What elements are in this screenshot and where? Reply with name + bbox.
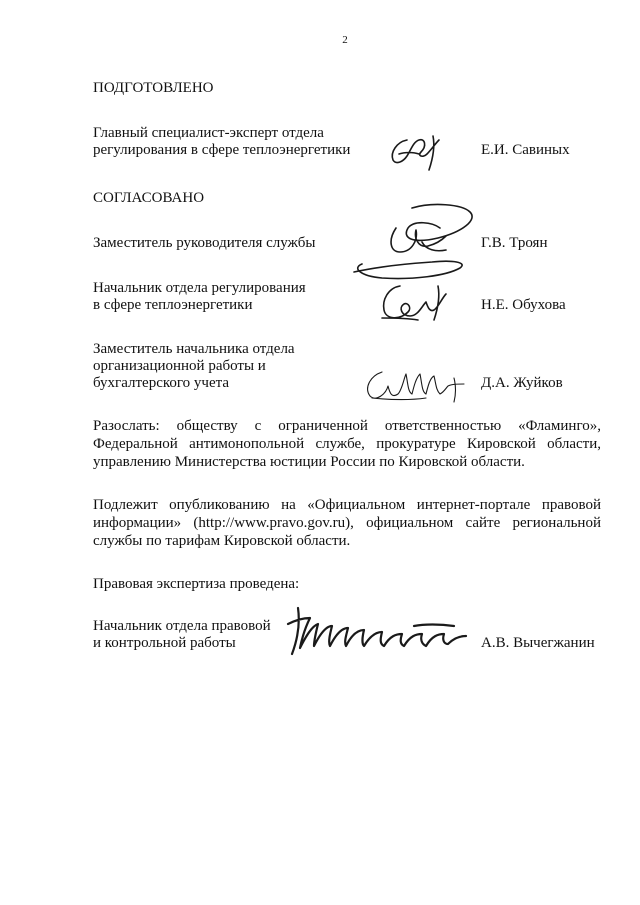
approved-heading: СОГЛАСОВАНО bbox=[93, 190, 205, 206]
signature-savinykh bbox=[385, 126, 445, 172]
publication-line-1: Подлежит опубликованию на «Официальном интернет-портале правовой bbox=[93, 497, 601, 513]
approver-2-position-line-1: Начальник отдела регулирования bbox=[93, 280, 306, 296]
distribution-paragraph bbox=[93, 417, 601, 471]
approver-3-position-line-3: бухгалтерского учета bbox=[93, 375, 230, 391]
signature-troyan bbox=[342, 198, 482, 286]
approver-3-position-line-2: организационной работы и bbox=[93, 358, 266, 374]
legal-review-statement: Правовая экспертиза проведена: bbox=[93, 576, 300, 592]
distribution-line-3: управлению Министерства юстиции России по Кировской области. bbox=[93, 454, 525, 470]
publication-paragraph bbox=[93, 496, 601, 550]
prepared-position-line-1: Главный специалист-эксперт отдела bbox=[93, 125, 324, 141]
publication-line-3: службы по тарифам Кировской области. bbox=[93, 533, 351, 549]
approver-2-name: Н.Е. Обухова bbox=[481, 297, 566, 313]
distribution-line-2: Федеральной антимонопольной службе, прокуратуре Кировской области, bbox=[93, 436, 601, 452]
distribution-line-1: Разослать: обществу с ограниченной ответственностью «Фламинго», bbox=[93, 418, 601, 434]
signature-obukhova bbox=[378, 278, 458, 324]
prepared-heading: ПОДГОТОВЛЕНО bbox=[93, 80, 214, 96]
approver-3-name: Д.А. Жуйков bbox=[481, 375, 563, 391]
approver-2-position-line-2: в сфере теплоэнергетики bbox=[93, 297, 253, 313]
approver-1-position: Заместитель руководителя службы bbox=[93, 235, 316, 251]
legal-review-signer-name: А.В. Вычегжанин bbox=[481, 635, 595, 651]
legal-review-position-line-1: Начальник отдела правовой bbox=[93, 618, 271, 634]
page-number: 2 bbox=[342, 34, 348, 46]
approver-3-position-line-1: Заместитель начальника отдела bbox=[93, 341, 295, 357]
signature-vychegzhanin bbox=[284, 604, 474, 662]
prepared-signer-name: Е.И. Савиных bbox=[481, 142, 570, 158]
signature-zhuykov bbox=[362, 364, 482, 404]
prepared-position-line-2: регулирования в сфере теплоэнергетики bbox=[93, 142, 351, 158]
approver-1-name: Г.В. Троян bbox=[481, 235, 548, 251]
legal-review-position-line-2: и контрольной работы bbox=[93, 635, 236, 651]
publication-line-2: информации» (http://www.pravo.gov.ru), официальном сайте региональной bbox=[93, 515, 601, 531]
